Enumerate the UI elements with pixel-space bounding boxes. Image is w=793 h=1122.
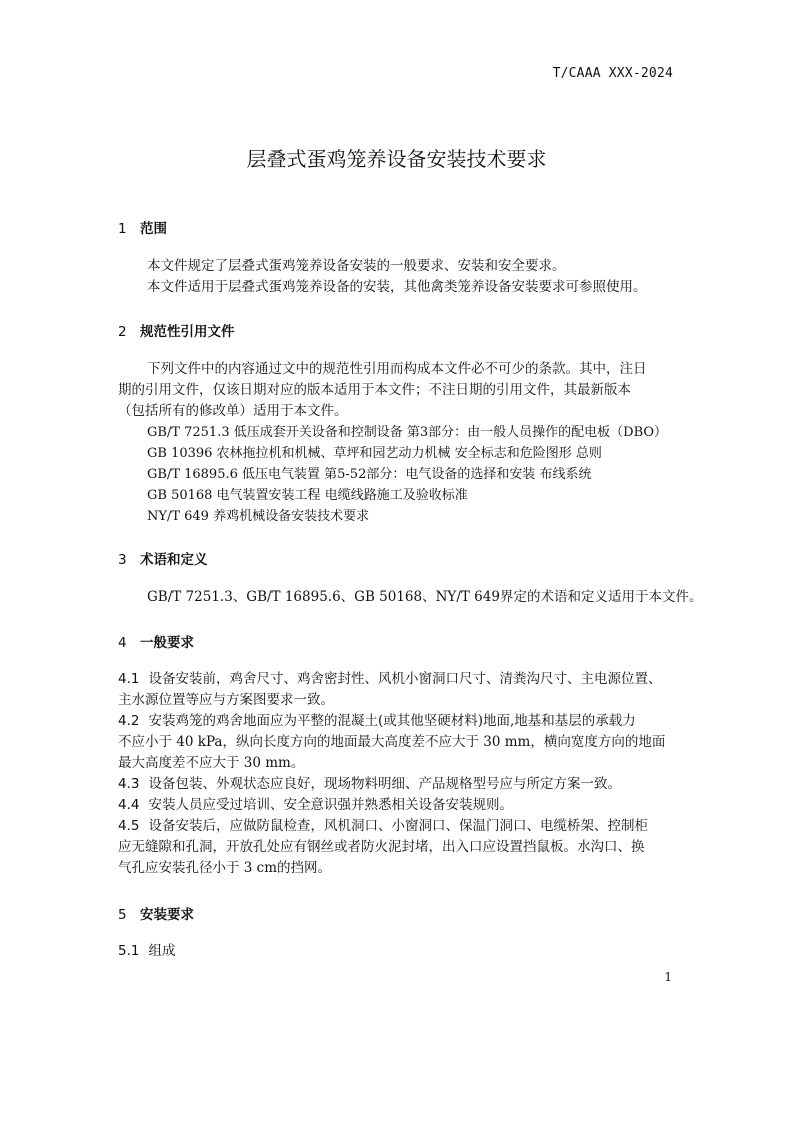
paragraph-line: 下列文件中的内容通过文中的规范性引用而构成本文件必不可少的条款。其中，注日 [147,361,647,377]
terms-body [118,587,703,608]
clause-number: 4.1 [118,671,140,687]
page-title: 层叠式蛋鸡笼养设备安装技术要求 [246,147,547,171]
section-title: 范围 [140,221,167,237]
section-heading-install [118,903,194,923]
section-title: 一般要求 [140,635,194,651]
section-heading-terms [118,548,208,568]
clause-line: 最大高度差不应大于 30 mm。 [118,755,305,771]
clause-4-5 [118,816,683,837]
paragraph: 本文件适用于层叠式蛋鸡笼养设备的安装，其他禽类笼养设备安装要求可参照使用。 [147,279,647,295]
clause-line: 设备包装、外观状态应良好，现场物料明细、产品规格型号应与所定方案一致。 [148,776,621,792]
section-title: 规范性引用文件 [140,324,235,340]
paragraph-line: 期的引用文件，仅该日期对应的版本适用于本文件；不注日期的引用文件，其最新版本 [118,382,631,398]
reference-item: GB 50168 电气装置安装工程 电缆线路施工及验收标准 [147,488,468,503]
paragraph: 本文件规定了层叠式蛋鸡笼养设备安装的一般要求、安装和安全要求。 [147,258,566,274]
section-title: 术语和定义 [140,552,208,568]
clause-line: 安装鸡笼的鸡舍地面应为平整的混凝土(或其他坚硬材料)地面,地基和基层的承载力 [148,713,636,729]
reference-item: GB/T 7251.3 低压成套开关设备和控制设备 第3部分：由一般人员操作的配电板（DBO） [147,425,668,440]
paragraph: GB/T 7251.3、GB/T 16895.6、GB 50168、NY/T 649界定的术语和定义适用于本文件。 [147,589,703,605]
scope-body [118,256,683,298]
clause-number: 4.5 [118,818,140,834]
clause-line: 设备安装后，应做防鼠检查，风机洞口、小窗洞口、保温门洞口、电缆桥架、控制柜 [148,818,648,834]
clause-4-1 [118,669,683,690]
section-title: 安装要求 [140,907,194,923]
normative-body [118,359,683,527]
paragraph-line: （包括所有的修改单）适用于本文件。 [118,403,348,419]
section-heading-scope [118,217,167,237]
clause-number: 4.3 [118,776,140,792]
page-number: 1 [664,970,672,984]
clause-4-3 [118,774,683,795]
clause-line: 不应小于 40 kPa，纵向长度方向的地面最大高度差不应大于 30 mm，横向宽度方向的地面 [118,734,666,750]
clause-line: 设备安装前，鸡舍尺寸、鸡舍密封性、风机小窗洞口尺寸、清粪沟尺寸、主电源位置、 [148,671,662,687]
subclause-5-1 [118,941,683,962]
reference-item: GB 10396 农林拖拉机和机械、草坪和园艺动力机械 安全标志和危险图形 总则 [147,446,602,461]
clause-number: 4.4 [118,797,140,813]
section-number: 1 [118,221,127,237]
section-heading-general [118,631,194,651]
subclause-title: 组成 [148,943,176,959]
clause-line: 应无缝隙和孔洞，开放孔处应有钢丝或者防火泥封堵，出入口应设置挡鼠板。水沟口、换 [118,839,645,855]
clause-number: 5.1 [118,943,140,959]
section-number: 4 [118,635,127,651]
install-body [118,941,683,962]
section-number: 2 [118,324,127,340]
clause-line: 主水源位置等应与方案图要求一致。 [118,692,334,708]
general-body [118,669,683,879]
reference-item: NY/T 649 养鸡机械设备安装技术要求 [147,509,370,524]
section-number: 3 [118,552,127,568]
document-code: T/CAAA XXX-2024 [552,66,673,81]
clause-line: 气孔应安装孔径小于 3 cm的挡网。 [118,860,332,876]
clause-4-2 [118,711,683,732]
section-heading-normative [118,320,235,340]
clause-4-4 [118,795,683,816]
reference-item: GB/T 16895.6 低压电气装置 第5-52部分：电气设备的选择和安装 布线系统 [147,467,592,482]
section-number: 5 [118,907,127,923]
clause-number: 4.2 [118,713,140,729]
clause-line: 安装人员应受过培训、安全意识强并熟悉相关设备安装规则。 [148,797,513,813]
